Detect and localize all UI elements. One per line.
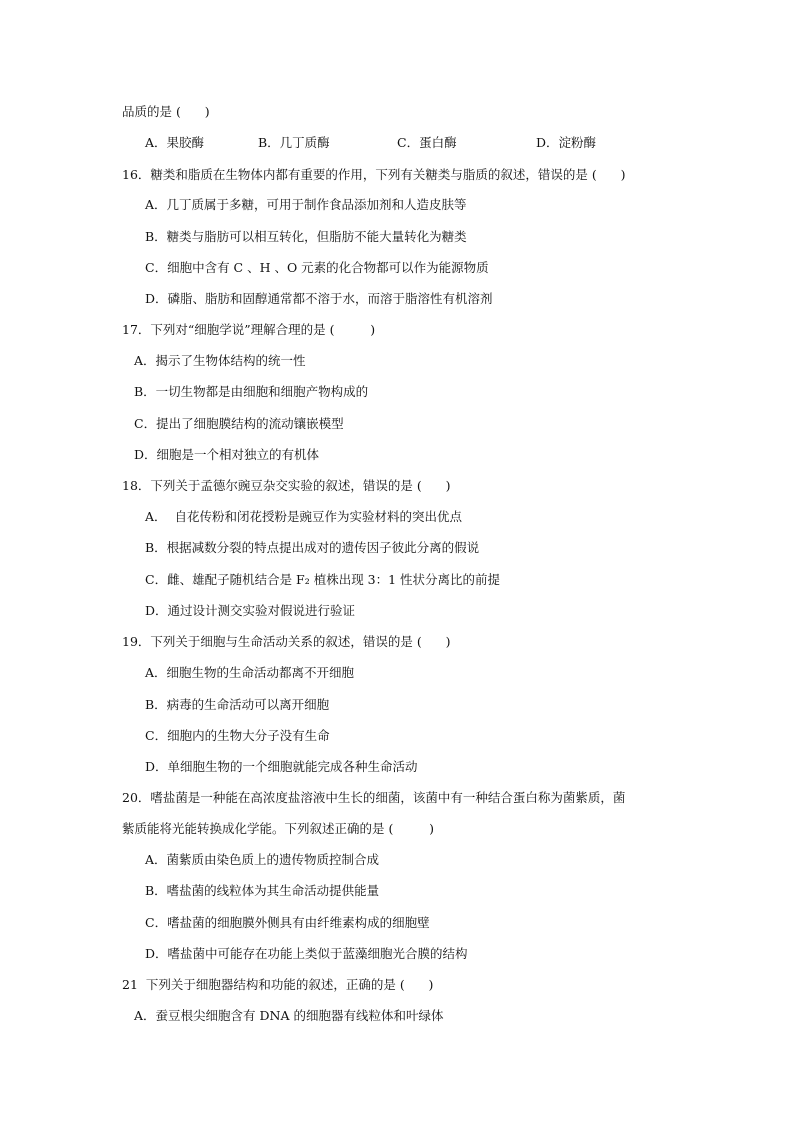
q17-stem: 17．下列对“细胞学说”理解合理的是 ( )	[122, 322, 376, 337]
q18-stem: 18．下列关于孟德尔豌豆杂交实验的叙述，错误的是 ( )	[122, 478, 451, 493]
q19-option-d: D．单细胞生物的一个细胞就能完成各种生命活动	[145, 759, 418, 774]
q18-option-c: C．雌、雄配子随机结合是 F₂ 植株出现 3：1 性状分离比的前提	[145, 572, 501, 587]
q18-option-a: A． 自花传粉和闭花授粉是豌豆作为实验材料的突出优点	[145, 509, 462, 524]
q20-option-c: C．嗜盐菌的细胞膜外侧具有由纤维素构成的细胞壁	[145, 915, 430, 930]
q15-stem-tail: 品质的是 ( )	[122, 104, 210, 119]
q16-option-a: A．几丁质属于多糖，可用于制作食品添加剂和人造皮肤等	[145, 197, 467, 212]
q20-option-d: D．嗜盐菌中可能存在功能上类似于蓝藻细胞光合膜的结构	[145, 946, 468, 961]
q18-option-b: B．根据减数分裂的特点提出成对的遗传因子彼此分离的假说	[145, 540, 480, 555]
q16-option-d: D．磷脂、脂肪和固醇通常都不溶于水，而溶于脂溶性有机溶剂	[145, 291, 493, 306]
q19-option-a: A．细胞生物的生命活动都离不开细胞	[145, 665, 355, 680]
q17-option-b: B．一切生物都是由细胞和细胞产物构成的	[134, 384, 369, 399]
q15-option-d: D．淀粉酶	[536, 135, 597, 150]
q19-option-c: C．细胞内的生物大分子没有生命	[145, 728, 330, 743]
q16-option-c: C．细胞中含有 C 、H 、O 元素的化合物都可以作为能源物质	[145, 260, 489, 275]
q17-option-d: D．细胞是一个相对独立的有机体	[134, 447, 320, 462]
q19-option-b: B．病毒的生命活动可以离开细胞	[145, 697, 330, 712]
q16-stem: 16．糖类和脂质在生物体内都有重要的作用，下列有关糖类与脂质的叙述，错误的是 ( )	[122, 167, 626, 182]
q16-option-b: B．糖类与脂肪可以相互转化，但脂肪不能大量转化为糖类	[145, 229, 467, 244]
q20-stem-line2: 紫质能将光能转换成化学能。下列叙述正确的是 ( )	[122, 821, 434, 836]
q20-option-a: A．菌紫质由染色质上的遗传物质控制合成	[145, 852, 380, 867]
q15-option-c: C．蛋白酶	[397, 135, 457, 150]
q21-stem: 21 下列关于细胞器结构和功能的叙述，正确的是 ( )	[122, 977, 434, 992]
q20-stem-line1: 20．嗜盐菌是一种能在高浓度盐溶液中生长的细菌，该菌中有一种结合蛋白称为菌紫质，菌	[122, 790, 626, 805]
q15-options	[0, 135, 794, 151]
q18-option-d: D．通过设计测交实验对假说进行验证	[145, 603, 356, 618]
q17-option-c: C．提出了细胞膜结构的流动镶嵌模型	[134, 416, 344, 431]
q21-option-a: A．蚕豆根尖细胞含有 DNA 的细胞器有线粒体和叶绿体	[134, 1008, 444, 1023]
q15-option-a: A．果胶酶	[145, 135, 205, 150]
q17-option-a: A．揭示了生物体结构的统一性	[134, 353, 306, 368]
q19-stem: 19．下列关于细胞与生命活动关系的叙述，错误的是 ( )	[122, 634, 451, 649]
q15-option-b: B．几丁质酶	[258, 135, 330, 150]
q20-option-b: B．嗜盐菌的线粒体为其生命活动提供能量	[145, 883, 380, 898]
